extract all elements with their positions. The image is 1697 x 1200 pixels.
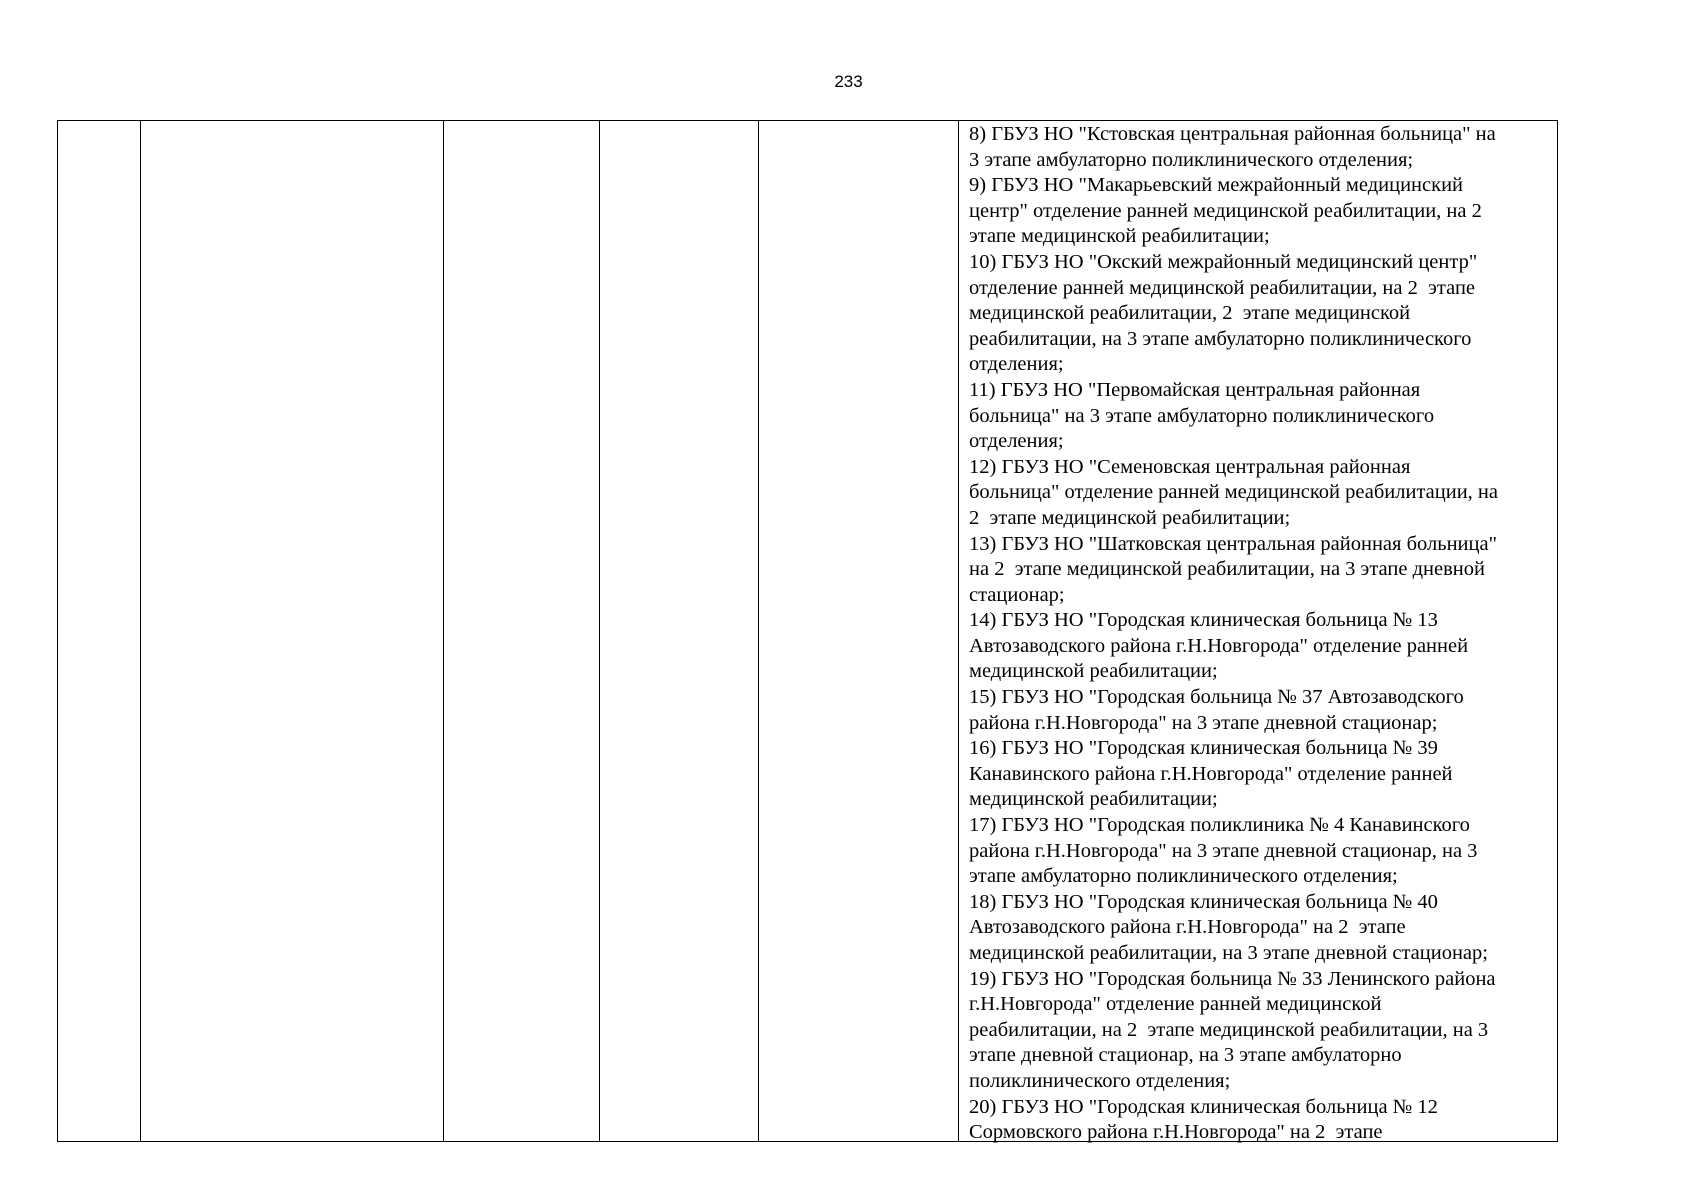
cell-text-line: центр" отделение ранней медицинской реабилитации, на 2 bbox=[969, 199, 1482, 222]
cell-text-line: стационар; bbox=[969, 583, 1065, 606]
cell-text-line: реабилитации, на 2 этапе медицинской реабилитации, на 3 bbox=[969, 1018, 1489, 1041]
cell-text-line: больница" на 3 этапе амбулаторно поликлинического bbox=[969, 404, 1435, 427]
column-divider-3 bbox=[599, 121, 600, 1141]
cell-text-line: 16) ГБУЗ НО "Городская клиническая больница № 39 bbox=[969, 737, 1438, 760]
cell-text-line: района г.Н.Новгорода" на 3 этапе дневной стационар; bbox=[969, 711, 1438, 734]
column-divider-1 bbox=[140, 121, 141, 1141]
cell-text-line: 15) ГБУЗ НО "Городская больница № 37 Автозаводского bbox=[969, 686, 1464, 709]
cell-text-line: 14) ГБУЗ НО "Городская клиническая больница № 13 bbox=[969, 609, 1438, 632]
cell-text-line: медицинской реабилитации, 2 этапе медицинской bbox=[969, 302, 1411, 325]
cell-text-line: 3 этапе амбулаторно поликлинического отделения; bbox=[969, 148, 1414, 171]
cell-text-line: Автозаводского района г.Н.Новгорода" отделение ранней bbox=[969, 634, 1469, 657]
table bbox=[57, 120, 1558, 1142]
cell-text-line: медицинской реабилитации, на 3 этапе дневной стационар; bbox=[969, 942, 1488, 964]
cell-text-line: Сормовского района г.Н.Новгорода" на 2 этапе bbox=[969, 1121, 1383, 1144]
cell-text-line: 18) ГБУЗ НО "Городская клиническая больница № 40 bbox=[969, 890, 1438, 913]
cell-text-line: 20) ГБУЗ НО "Городская клиническая больница № 12 bbox=[969, 1095, 1438, 1118]
cell-text-line: этапе медицинской реабилитации; bbox=[969, 225, 1270, 248]
page-number: 233 bbox=[834, 72, 863, 91]
cell-text-line: 12) ГБУЗ НО "Семеновская центральная районная bbox=[969, 455, 1411, 478]
cell-text-line: больница" отделение ранней медицинской реабилитации, на bbox=[969, 481, 1498, 504]
column-divider-2 bbox=[443, 121, 444, 1141]
column-divider-4 bbox=[758, 121, 759, 1141]
cell-text-line: 10) ГБУЗ НО "Окский межрайонный медицинский центр" bbox=[969, 250, 1478, 273]
cell-text-line: этапе дневной стационар, на 3 этапе амбулаторно bbox=[969, 1044, 1402, 1067]
cell-text-line: 9) ГБУЗ НО "Макарьевский межрайонный медицинский bbox=[969, 174, 1464, 197]
cell-text-line: района г.Н.Новгорода" на 3 этапе дневной стационар, на 3 bbox=[969, 839, 1478, 862]
cell-text-line: на 2 этапе медицинской реабилитации, на 3 этапе дневной bbox=[969, 558, 1485, 581]
cell-text-line: этапе амбулаторно поликлинического отделения; bbox=[969, 865, 1398, 888]
cell-text-line: отделения; bbox=[969, 430, 1064, 453]
cell-text-line: Автозаводского района г.Н.Новгорода" на 2 этапе bbox=[969, 916, 1406, 939]
cell-text-line: отделение ранней медицинской реабилитации, на 2 этапе bbox=[969, 276, 1476, 299]
cell-text-line: медицинской реабилитации; bbox=[969, 788, 1218, 811]
cell-text-line: отделения; bbox=[969, 353, 1064, 376]
cell-text-line: 2 этапе медицинской реабилитации; bbox=[969, 506, 1291, 529]
column-divider-5 bbox=[958, 121, 959, 1141]
cell-text-line: поликлинического отделения; bbox=[969, 1069, 1231, 1092]
cell-text-line: реабилитации, на 3 этапе амбулаторно поликлинического bbox=[969, 327, 1472, 350]
cell-text-line: 8) ГБУЗ НО "Кстовская центральная районная больница" на bbox=[969, 123, 1496, 145]
cell-text-line: 11) ГБУЗ НО "Первомайская центральная районная bbox=[969, 378, 1421, 401]
cell-text-line: медицинской реабилитации; bbox=[969, 660, 1218, 683]
cell-text-line: 19) ГБУЗ НО "Городская больница № 33 Ленинского района bbox=[969, 967, 1496, 990]
cell-text-line: 13) ГБУЗ НО "Шатковская центральная районная больница" bbox=[969, 532, 1497, 555]
cell-text-line: Канавинского района г.Н.Новгорода" отделение ранней bbox=[969, 762, 1453, 785]
table-cell-organizations bbox=[969, 122, 1554, 1146]
cell-text-line: г.Н.Новгорода" отделение ранней медицинской bbox=[969, 993, 1382, 1016]
cell-text-line: 17) ГБУЗ НО "Городская поликлиника № 4 Канавинского bbox=[969, 814, 1470, 837]
